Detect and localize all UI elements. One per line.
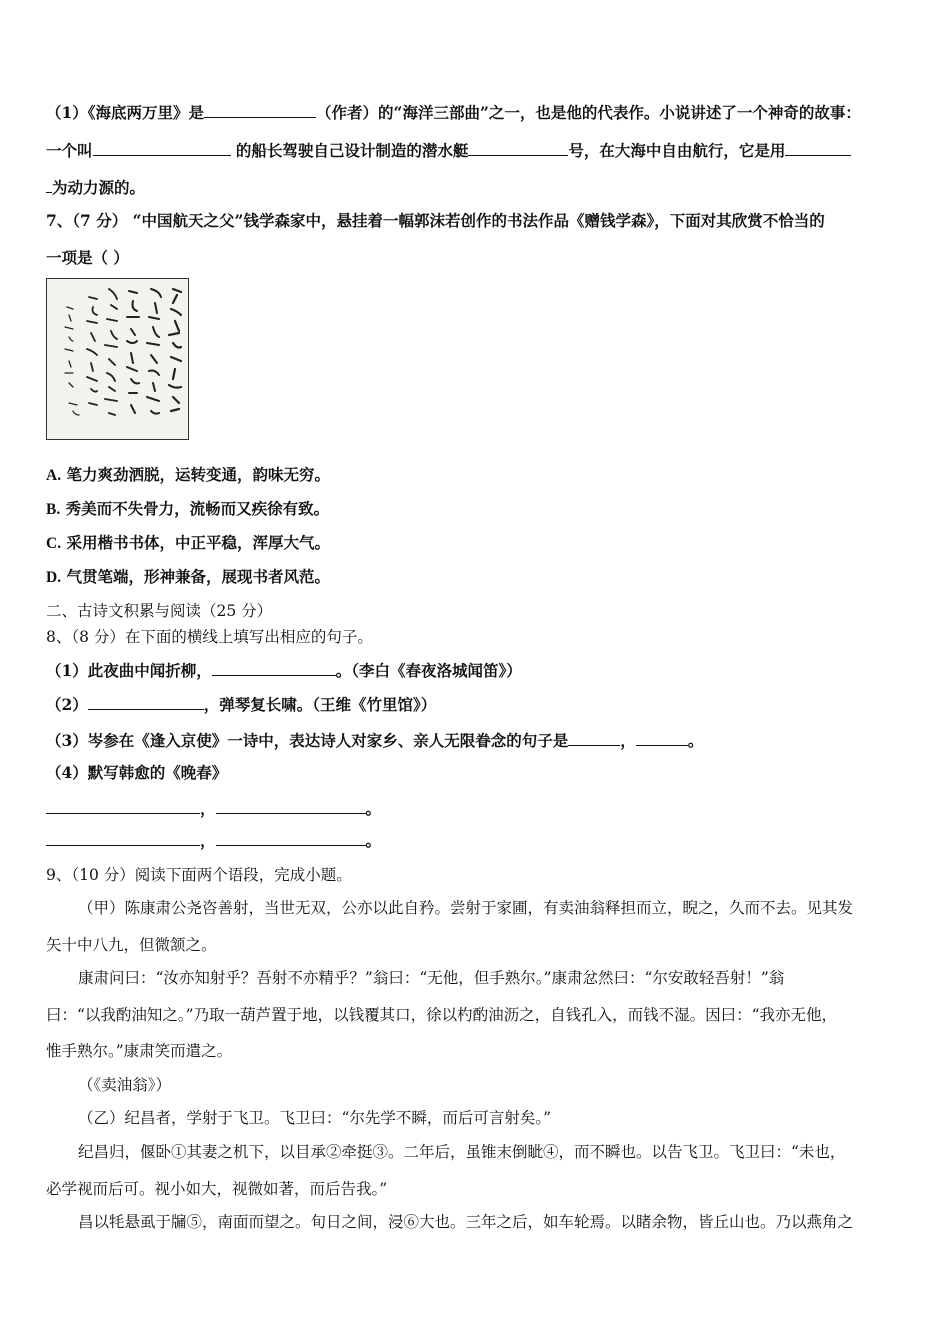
q9-passage-jia-5: 惟手熟尔。”康肃笑而遣之。: [46, 1042, 233, 1060]
q8-sub1: [46, 659, 910, 682]
q9-passage-jia-1: （甲）陈康肃公尧咨善射，当世无双，公亦以此自矜。尝射于家圃，有卖油翁释担而立，睨之，久而不去。见其发: [78, 899, 854, 917]
q8-sub1-text-b: 。（李白《春夜洛城闻笛》）: [335, 661, 522, 680]
q8-sub3-comma: ，: [620, 731, 636, 750]
option-b-text: 秀美而不失骨力，流畅而又疾徐有致。: [65, 499, 330, 518]
answer-blank-q8-4a[interactable]: [46, 797, 200, 814]
q8-sub4-line1: [46, 797, 910, 820]
q8-head: 8、（8 分）在下面的横线上填写出相应的句子。: [46, 628, 373, 646]
q9-passage-yi-3: 必学视而后可。视小如大，视微如著，而后告我。”: [46, 1180, 388, 1198]
q9-head: 9、（10 分）阅读下面两个语段，完成小题。: [46, 866, 352, 884]
q9-passage-jia-4: 曰：“以我酌油知之。”乃取一葫芦置于地，以钱覆其口，徐以杓酌油沥之，自钱孔入，而钱不湿。因曰：“我亦无他，: [46, 1006, 838, 1024]
q8-sub4-period-2: 。: [365, 831, 382, 850]
q8-sub2-text-a: （2）: [46, 695, 88, 714]
q8-sub4-line2: [46, 829, 910, 852]
answer-blank-q8-2[interactable]: [88, 693, 204, 710]
q9-passage-yi-2: 纪昌归，偃卧①其妻之机下，以目承②牵挺③。二年后，虽锥末倒眦④，而不瞬也。以告飞卫。飞卫曰：“未也，: [78, 1143, 846, 1161]
q8-sub2-text-b: ，弹琴复长啸。（王维《竹里馆》）: [203, 695, 437, 714]
q9-passage-yi-4: 昌以牦悬虱于牖⑤，南面而望之。旬日之间，浸⑥大也。三年之后，如车轮焉。以睹余物，皆丘山也。乃以燕角之: [78, 1213, 854, 1231]
section-2-title: 二、古诗文积累与阅读（25 分）: [46, 602, 273, 620]
q7-head: 7、（7 分） “中国航天之父”钱学森家中，悬挂着一幅郭沫若创作的书法作品《赠钱学森》，下面对其欣赏不恰当的: [46, 211, 825, 230]
option-a-key: A.: [46, 467, 62, 484]
answer-blank-q8-3a[interactable]: [568, 729, 620, 746]
q8-sub4-comma-1: ，: [200, 799, 216, 818]
q6-sub1-line2: [46, 139, 910, 162]
q9-passage-jia-3: 康肃问曰：“汝亦知射乎？吾射不亦精乎？”翁曰：“无他，但手熟尔。”康肃忿然曰：“尔安敢轻吾射！”翁: [78, 969, 785, 987]
option-a-text: 笔力爽劲洒脱，运转变通，韵味无穷。: [66, 465, 330, 484]
answer-blank-q8-4b[interactable]: [216, 797, 366, 814]
q6-sub1-text-6: 为动力源的。: [52, 178, 146, 197]
q8-sub1-text-a: （1）此夜曲中闻折柳，: [46, 661, 212, 680]
answer-blank-captain[interactable]: [93, 139, 231, 156]
q7-option-b[interactable]: [46, 498, 910, 521]
q6-sub1-text-2: （作者）的“海洋三部曲”之一，也是他的代表作。小说讲述了一个神奇的故事：: [316, 103, 861, 122]
q6-sub1-text-5: 号，在大海中自由航行，它是用: [568, 141, 786, 160]
calligraphy-strokes: [47, 279, 188, 439]
q7-option-a[interactable]: [46, 464, 910, 487]
q9-passage-jia-2: 矢十中八九，但微颔之。: [46, 936, 217, 954]
answer-blank-q8-4d[interactable]: [216, 829, 366, 846]
q6-sub1-text-3: 一个叫: [46, 141, 93, 160]
q6-sub1-line1: [46, 101, 910, 124]
q9-passage-yi-1: （乙）纪昌者，学射于飞卫。飞卫曰：“尔先学不瞬，而后可言射矣。”: [78, 1109, 552, 1127]
answer-blank-power-source[interactable]: [785, 139, 851, 156]
calligraphy-image: [46, 278, 189, 440]
q7-option-c[interactable]: [46, 532, 910, 555]
option-d-text: 气贯笔端，形神兼备，展现书者风范。: [66, 567, 330, 586]
q7-head-2: 一项是（ ）: [46, 248, 129, 267]
q8-sub2: [46, 693, 910, 716]
option-c-key: C.: [46, 535, 62, 552]
q8-sub4-period-1: 。: [365, 799, 382, 818]
q6-sub1-line3: [46, 176, 910, 199]
q9-source: （《卖油翁》）: [78, 1076, 172, 1094]
answer-blank-q8-1[interactable]: [212, 659, 336, 676]
option-c-text: 采用楷书书体，中正平稳，浑厚大气。: [66, 533, 330, 552]
option-d-key: D.: [46, 569, 62, 586]
option-b-key: B.: [46, 501, 61, 518]
answer-blank-q8-4c[interactable]: [46, 829, 200, 846]
q8-sub3-text-a: （3）岑参在《逢入京使》一诗中，表达诗人对家乡、亲人无限眷念的句子是: [46, 731, 569, 750]
answer-blank-author[interactable]: [204, 101, 316, 118]
answer-blank-q8-3b[interactable]: [636, 729, 688, 746]
q8-sub3: [46, 729, 910, 752]
q8-sub4-comma-2: ，: [200, 831, 216, 850]
q6-sub1-text-4: 的船长驾驶自己设计制造的潜水艇: [230, 141, 469, 160]
q8-sub4: （4）默写韩愈的《晚春》: [46, 763, 228, 782]
q7-option-d[interactable]: [46, 566, 910, 589]
q6-sub1-text-1: （1）《海底两万里》是: [46, 103, 205, 122]
answer-blank-submarine[interactable]: [468, 139, 568, 156]
q8-sub3-period: 。: [687, 731, 704, 750]
